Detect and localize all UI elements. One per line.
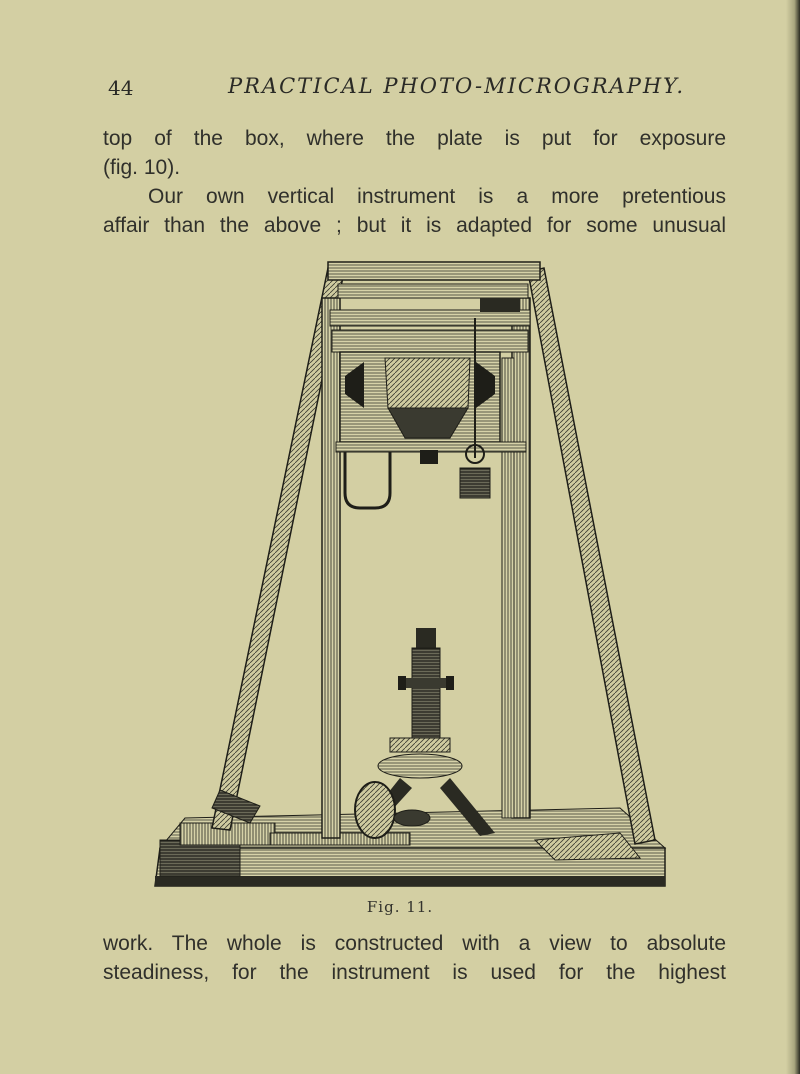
vertical-camera-illustration (150, 258, 672, 890)
text-line: Our own vertical instrument is a more pretentious (148, 185, 726, 208)
right-upright (512, 298, 530, 818)
left-upright (322, 298, 340, 838)
text-line: top of the box, where the plate is put for exposure (103, 127, 726, 150)
paragraph-3 (103, 929, 726, 987)
text-line: affair than the above ; but it is adapted for some unusual (103, 214, 726, 237)
camera-box (336, 352, 526, 452)
microscope (355, 628, 495, 838)
figure-caption: Fig. 11. (366, 898, 434, 916)
page-edge (786, 0, 800, 1074)
text-line: (fig. 10). (103, 156, 181, 179)
running-title: PRACTICAL PHOTO-MICROGRAPHY. (228, 74, 685, 98)
page-header (108, 72, 728, 104)
right-slanted-leg (528, 268, 655, 844)
page-number: 44 (108, 76, 134, 100)
paragraph-1 (103, 124, 726, 182)
top-frame (328, 262, 540, 352)
text-line: steadiness, for the instrument is used for the highest (103, 961, 726, 984)
text-line: work. The whole is constructed with a view to absolute (103, 932, 726, 955)
paragraph-2 (103, 182, 726, 240)
